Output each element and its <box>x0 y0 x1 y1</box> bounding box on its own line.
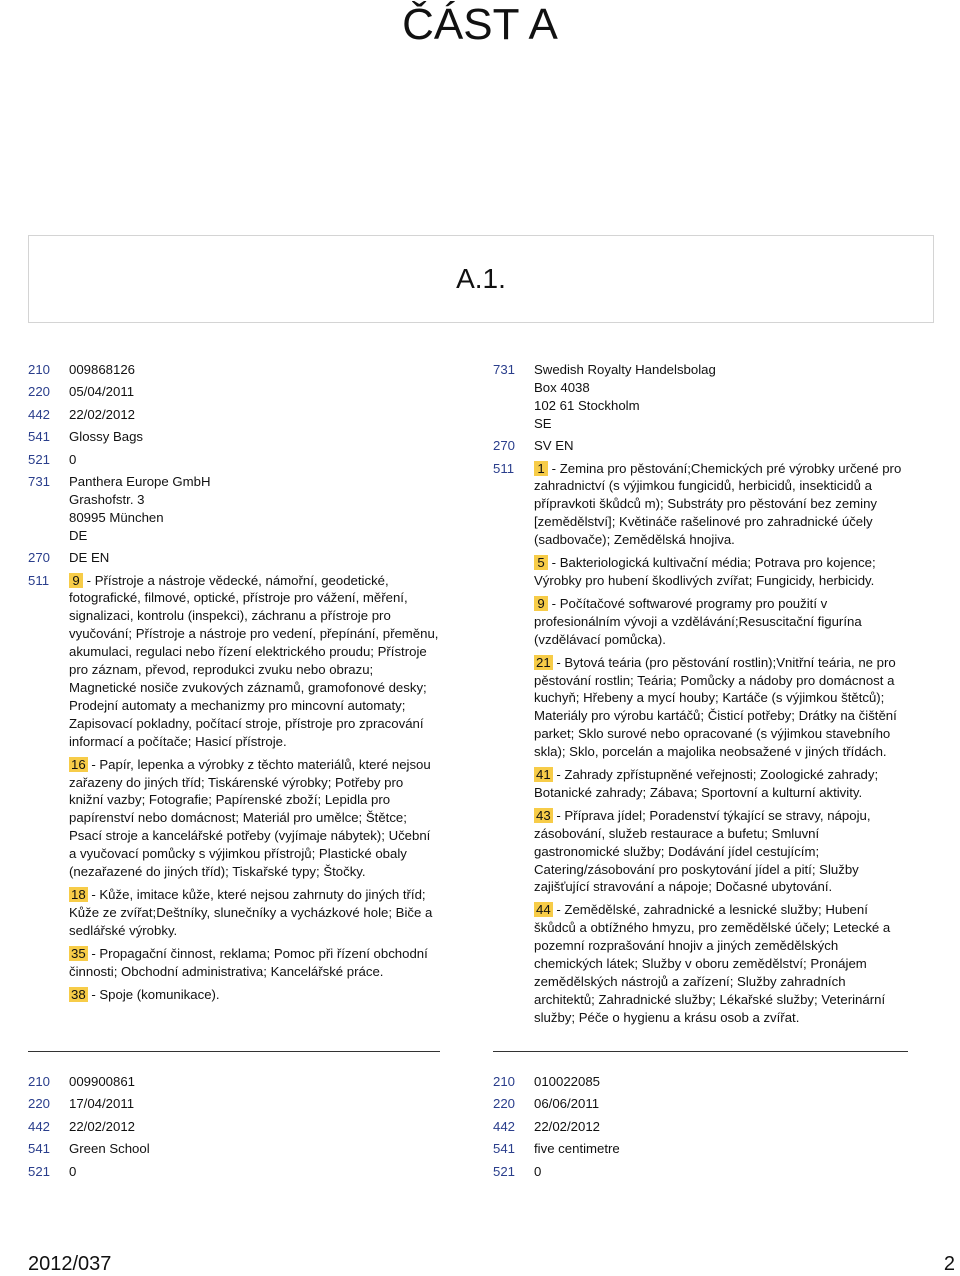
field-code: 220 <box>28 1096 51 1112</box>
field-521-value: 0 <box>534 1163 542 1179</box>
field-731 <box>28 473 440 545</box>
languages: DE EN <box>69 550 110 566</box>
applicant <box>534 361 908 433</box>
class-number: 9 <box>534 596 548 611</box>
field-541 <box>28 1140 440 1158</box>
class-text: - Propagační činnost, reklama; Pomoc při řízení obchodní činnosti; Obchodní administrativa; Kancelářské práce. <box>69 945 428 979</box>
field-code: 731 <box>493 362 516 377</box>
field-code: 442 <box>493 1118 516 1134</box>
field-code: 511 <box>28 572 50 588</box>
application-number: 009900861 <box>69 1074 136 1089</box>
publication-date: 22/02/2012 <box>69 1118 136 1134</box>
class-number: 9 <box>69 573 83 588</box>
class-number: 16 <box>71 756 86 772</box>
class-item <box>534 901 908 1026</box>
field-220 <box>28 1095 440 1113</box>
field-521-value: 0 <box>69 1163 77 1179</box>
entry-1 <box>28 361 440 1008</box>
field-210 <box>493 1073 908 1091</box>
field-code: 442 <box>28 406 51 422</box>
field-220 <box>493 1095 908 1113</box>
field-511 <box>28 572 440 1009</box>
class-text: - Bytová teária (pro pěstování rostlin);Vnitřní teária, ne pro pěstování rostlin; Teária; Pomůcky a nádoby pro domácnost a kuchyň; Hřebeny a mycí houby; Kartáče (s výjimkou štětců); Materiály pro výrobu kartáčů; Čisticí potřeby; Drátky na čištění parket; Sklo surové nebo opracované (s výjimkou stavebního skla); Sklo, porcelán a majolika neobsažené v jiných třídách. <box>534 654 897 760</box>
publication-date: 22/02/2012 <box>69 406 136 422</box>
class-item <box>534 554 908 590</box>
class-text: - Zemina pro pěstování;Chemických pré výrobky určené pro zahradnictví (s výjimkou fungicidů, herbicidů, insekticidů a přípravkoti škůdců m); Substráty pro pěstování bez zeminy [zemědělství]; Květináče rašelinové pro zahradnické účely (sadbovače); Zemědělská hnojiva. <box>534 460 902 548</box>
applicant-country: SE <box>534 415 552 431</box>
publication-date: 22/02/2012 <box>534 1118 601 1134</box>
field-731 <box>493 361 908 433</box>
class-text: - Příprava jídel; Poradenství týkající se stravy, nápoju, zásobování, služeb restaurace a bufetu; Smluvní gastronomické služby; Dodávání jídel cestujícím; Catering/zásobování pro poskytování jídel a pití; Služby zajišťující stravování a nápoje; Dočasné ubytování. <box>534 807 871 895</box>
class-number: 18 <box>71 886 86 902</box>
field-521 <box>493 1163 908 1181</box>
issue-number: 2012/037 <box>28 1253 112 1275</box>
class-item <box>69 986 440 1004</box>
application-number: 010022085 <box>534 1074 601 1089</box>
page-number: 2 <box>943 1253 955 1275</box>
mark-name: Green School <box>69 1141 150 1157</box>
applicant <box>69 473 440 545</box>
class-text: - Zahrady zpřístupněné veřejnosti; Zoologické zahrady; Botanické zahrady; Zábava; Sportovní a kulturní aktivity. <box>534 767 879 800</box>
class-number: 41 <box>536 767 551 783</box>
entry-3 <box>28 1073 440 1181</box>
class-item <box>534 595 908 649</box>
class-number: 44 <box>536 902 551 918</box>
entry-divider-right <box>493 1051 908 1052</box>
field-code: 210 <box>28 1074 51 1089</box>
goods-services <box>534 460 908 1032</box>
field-code: 270 <box>28 550 51 566</box>
applicant-city: 80995 München <box>69 509 164 525</box>
entry-2 <box>493 361 908 1032</box>
class-number: 38 <box>71 986 86 1002</box>
class-number: 21 <box>536 654 551 670</box>
field-code: 541 <box>28 429 51 445</box>
goods-services <box>69 572 440 1009</box>
class-number: 1 <box>534 461 548 476</box>
class-item <box>69 945 440 981</box>
section-header-band <box>28 235 934 323</box>
entry-divider-left <box>28 1051 440 1052</box>
applicant-city: 102 61 Stockholm <box>534 397 640 413</box>
field-442 <box>28 1118 440 1136</box>
field-511 <box>493 460 908 1032</box>
field-code: 442 <box>28 1118 51 1134</box>
field-442 <box>493 1118 908 1136</box>
class-number: 5 <box>534 555 548 570</box>
class-text: - Kůže, imitace kůže, které nejsou zahrnuty do jiných tříd; Kůže ze zvířat;Deštníky, slunečníky a vycházkové hole; Biče a sedlářské výrobky. <box>69 886 433 938</box>
class-text: - Papír, lepenka a výrobky z těchto materiálů, které nejsou zařazeny do jiných tříd; Tiskárenské výrobky; Potřeby pro knižní vazby; Fotografie; Papírenské zboží; Lepidla pro papírenství nebo domácnost; Materiál pro umělce; Štětce; Psací stroje a kancelářské potřeby (vyjímaje nábytek); Učební a vyučovací pomůcky s výjimkou přístrojů; Plastické obaly (nezařazené do jiných tříd); Tiskařské typy; Štočky. <box>69 756 431 880</box>
field-521 <box>28 1163 440 1181</box>
field-270 <box>493 437 908 455</box>
class-text: - Bakteriologická kultivační média; Potrava pro kojence; Výrobky pro hubení škodlivých zvířat; Fungicidy, herbicidy. <box>534 555 876 588</box>
field-code: 521 <box>28 451 51 467</box>
class-text: - Zemědělské, zahradnické a lesnické služby; Hubení škůdců a obtížného hmyzu, pro zemědělské účely; Letecké a pozemní rozprašování hnojiv a jiných zemědělských chemických látek; Služby v oboru zemědělství; Pronájem zemědělských nástrojů a zařízení; Služby zahradních architektů; Zahradnické služby; Lékařské služby; Veterinární služby; Péče o hygienu a krásu osob a zvířat. <box>534 902 891 1025</box>
field-541 <box>493 1140 908 1158</box>
field-code: 210 <box>493 1074 516 1089</box>
entry-4 <box>493 1073 908 1181</box>
applicant-street: Box 4038 <box>534 379 590 395</box>
field-270 <box>28 549 440 567</box>
class-item <box>69 756 440 881</box>
field-code: 220 <box>28 384 51 400</box>
field-521 <box>28 451 440 469</box>
languages: SV EN <box>534 438 574 454</box>
field-code: 511 <box>493 460 515 476</box>
field-code: 270 <box>493 438 516 454</box>
section-title: A.1. <box>456 263 506 294</box>
field-220 <box>28 383 440 401</box>
class-item <box>534 654 908 761</box>
filing-date: 06/06/2011 <box>534 1096 600 1112</box>
class-text: - Přístroje a nástroje vědecké, námořní, geodetické, fotografické, filmové, optické, přístroje pro vážení, měření, signalizaci, kontrolu (inspekci), záchranu a přístroje pro vyučování; Přístroje a nástroje pro vedení, přepínání, přeměnu, akumulaci, regulaci nebo řízení elektrického proudu; Přístroje pro záznam, převod, reprodukci zvuku nebo obrazu; Magnetické nosiče zvukových záznamů, gramofonové desky; Prodejní automaty a mechanizmy pro mincovní automaty; Zapisovací pokladny, počítací stroje, přístroje pro zpracování informací a počítače; Hasicí přístroje. <box>69 572 439 749</box>
class-item <box>534 766 908 802</box>
applicant-street: Grashofstr. 3 <box>69 491 145 507</box>
class-item <box>69 886 440 940</box>
class-number: 43 <box>536 807 551 823</box>
application-number: 009868126 <box>69 362 136 377</box>
filing-date: 17/04/2011 <box>69 1096 135 1112</box>
field-code: 521 <box>28 1163 51 1179</box>
field-541 <box>28 428 440 446</box>
mark-name: Glossy Bags <box>69 429 144 445</box>
field-code: 541 <box>28 1141 51 1157</box>
field-code: 521 <box>493 1163 516 1179</box>
class-number: 35 <box>71 945 86 961</box>
class-text: - Počítačové softwarové programy pro použití v profesionálním vývoji a vzdělávání;Resuscitační figurína (vzdělávací pomůcka). <box>534 595 862 647</box>
mark-name: five centimetre <box>534 1141 620 1157</box>
class-text: - Spoje (komunikace). <box>87 986 220 1002</box>
class-item <box>534 460 908 550</box>
applicant-country: DE <box>69 527 88 543</box>
applicant-name: Panthera Europe GmbH <box>69 474 211 490</box>
field-code: 210 <box>28 362 51 377</box>
field-210 <box>28 1073 440 1091</box>
field-code: 220 <box>493 1096 516 1112</box>
field-code: 731 <box>28 474 51 490</box>
part-title: ČÁST A <box>402 0 558 49</box>
field-code: 541 <box>493 1141 516 1157</box>
field-521-value: 0 <box>69 451 77 467</box>
field-442 <box>28 406 440 424</box>
class-item <box>69 572 440 751</box>
filing-date: 05/04/2011 <box>69 384 135 400</box>
class-item <box>534 807 908 897</box>
applicant-name: Swedish Royalty Handelsbolag <box>534 362 716 377</box>
field-210 <box>28 361 440 379</box>
